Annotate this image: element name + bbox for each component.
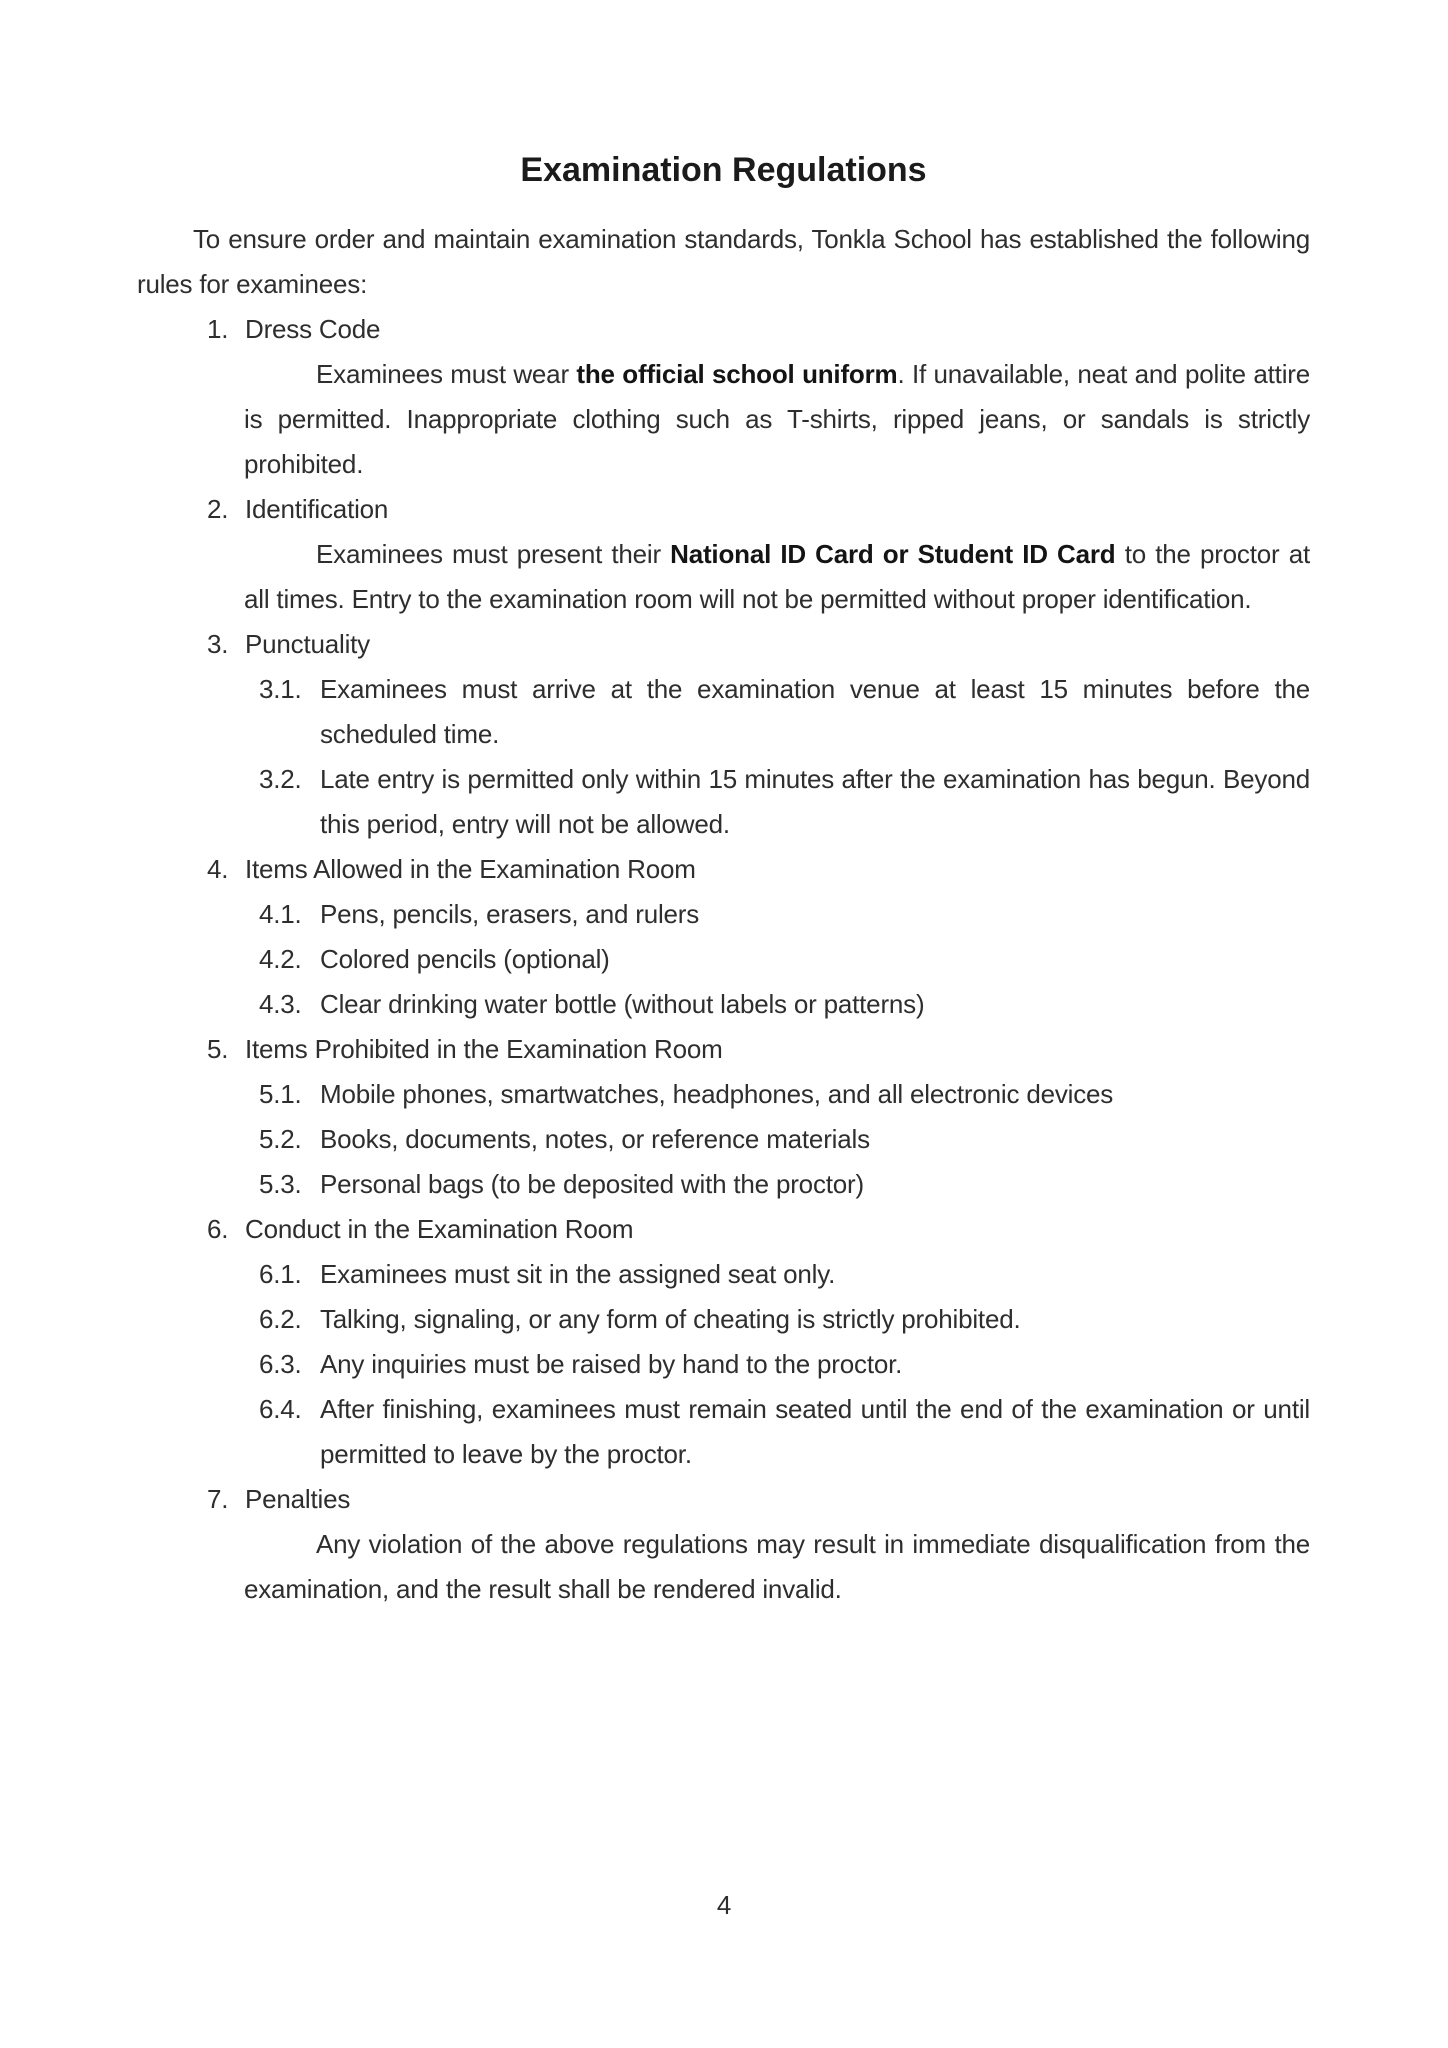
sub-item	[259, 1072, 1310, 1117]
sub-item-number: 5.2.	[259, 1124, 302, 1154]
section-number: 6.	[207, 1214, 229, 1244]
section-number: 3.	[207, 629, 229, 659]
section-number: 4.	[207, 854, 229, 884]
sub-item-text: Any inquiries must be raised by hand to the proctor.	[320, 1349, 903, 1379]
sub-item-text: Examinees must sit in the assigned seat only.	[320, 1259, 836, 1289]
sub-item-text: Books, documents, notes, or reference materials	[320, 1124, 870, 1154]
sub-item	[259, 982, 1310, 1027]
sub-item	[259, 1117, 1310, 1162]
text-run: . If unavailable, neat and polite attire is permitted. Inappropriate clothing such as T-shirts, ripped jeans, or sandals is strictly prohibited.	[244, 359, 1310, 479]
page-number: 4	[716, 1890, 732, 1920]
intro-paragraph: To ensure order and maintain examination standards, Tonkla School has established the following rules for examinees:	[137, 224, 1310, 299]
bold-text-run: the official school uniform	[576, 359, 898, 389]
section-heading: Items Allowed in the Examination Room	[245, 854, 696, 884]
sub-item	[259, 1342, 1310, 1387]
sub-item-text: Colored pencils (optional)	[320, 944, 610, 974]
sub-item-number: 3.2.	[259, 764, 302, 794]
sub-item-text: After finishing, examinees must remain seated until the end of the examination or until permitted to leave by the proctor.	[320, 1394, 1310, 1469]
section-heading: Conduct in the Examination Room	[245, 1214, 634, 1244]
section-heading: Punctuality	[245, 629, 370, 659]
section	[137, 307, 1310, 487]
section	[137, 622, 1310, 847]
section-number: 5.	[207, 1034, 229, 1064]
section	[137, 1027, 1310, 1207]
section-paragraph	[244, 1522, 1310, 1612]
section	[137, 1207, 1310, 1477]
sub-item	[259, 667, 1310, 757]
section-heading-row	[207, 622, 1310, 667]
sub-item-text: Examinees must arrive at the examination venue at least 15 minutes before the scheduled time.	[320, 674, 1310, 749]
sub-item	[259, 892, 1310, 937]
section-heading-row	[207, 847, 1310, 892]
section-paragraph	[244, 352, 1310, 487]
section	[137, 487, 1310, 622]
sub-item-number: 4.2.	[259, 944, 302, 974]
section-heading-row	[207, 487, 1310, 532]
section-heading: Dress Code	[245, 314, 381, 344]
sub-item-text: Late entry is permitted only within 15 minutes after the examination has begun. Beyond this period, entry will not be allowed.	[320, 764, 1310, 839]
text-run: Any violation of the above regulations may result in immediate disqualification from the examination, and the result shall be rendered invalid.	[244, 1529, 1310, 1604]
sub-item-text: Personal bags (to be deposited with the proctor)	[320, 1169, 864, 1199]
sub-item-text: Pens, pencils, erasers, and rulers	[320, 899, 700, 929]
section-heading-row	[207, 1477, 1310, 1522]
section-heading-row	[207, 1027, 1310, 1072]
sub-item-number: 6.1.	[259, 1259, 302, 1289]
sub-item-number: 6.2.	[259, 1304, 302, 1334]
document-content	[137, 145, 1310, 1612]
section	[137, 847, 1310, 1027]
section-heading: Penalties	[245, 1484, 351, 1514]
document-title: Examination Regulations	[520, 151, 927, 189]
section-heading-row	[207, 307, 1310, 352]
sub-item-number: 5.1.	[259, 1079, 302, 1109]
sub-item-number: 6.3.	[259, 1349, 302, 1379]
sub-item-text: Talking, signaling, or any form of cheating is strictly prohibited.	[320, 1304, 1021, 1334]
sub-item-number: 6.4.	[259, 1394, 302, 1424]
section-heading: Identification	[245, 494, 389, 524]
sub-item	[259, 757, 1310, 847]
sub-item	[259, 1162, 1310, 1207]
section-heading-row	[207, 1207, 1310, 1252]
sub-item	[259, 1252, 1310, 1297]
section-number: 7.	[207, 1484, 229, 1514]
text-run: Examinees must wear	[316, 359, 577, 389]
sub-item-number: 3.1.	[259, 674, 302, 704]
bold-text-run: National ID Card or Student ID Card	[670, 539, 1116, 569]
sub-item-text: Mobile phones, smartwatches, headphones, and all electronic devices	[320, 1079, 1114, 1109]
sections	[137, 307, 1310, 1612]
sub-item	[259, 1387, 1310, 1477]
section-paragraph	[244, 532, 1310, 622]
section-number: 2.	[207, 494, 229, 524]
section-heading: Items Prohibited in the Examination Room	[245, 1034, 723, 1064]
sub-item-text: Clear drinking water bottle (without labels or patterns)	[320, 989, 925, 1019]
sub-item-number: 4.1.	[259, 899, 302, 929]
sub-item-number: 4.3.	[259, 989, 302, 1019]
text-run: Examinees must present their	[316, 539, 671, 569]
section	[137, 1477, 1310, 1612]
text-run: to the proctor at all times. Entry to the examination room will not be permitted without proper identification.	[244, 539, 1310, 614]
sub-item-number: 5.3.	[259, 1169, 302, 1199]
sub-item	[259, 937, 1310, 982]
sub-item	[259, 1297, 1310, 1342]
section-number: 1.	[207, 314, 229, 344]
